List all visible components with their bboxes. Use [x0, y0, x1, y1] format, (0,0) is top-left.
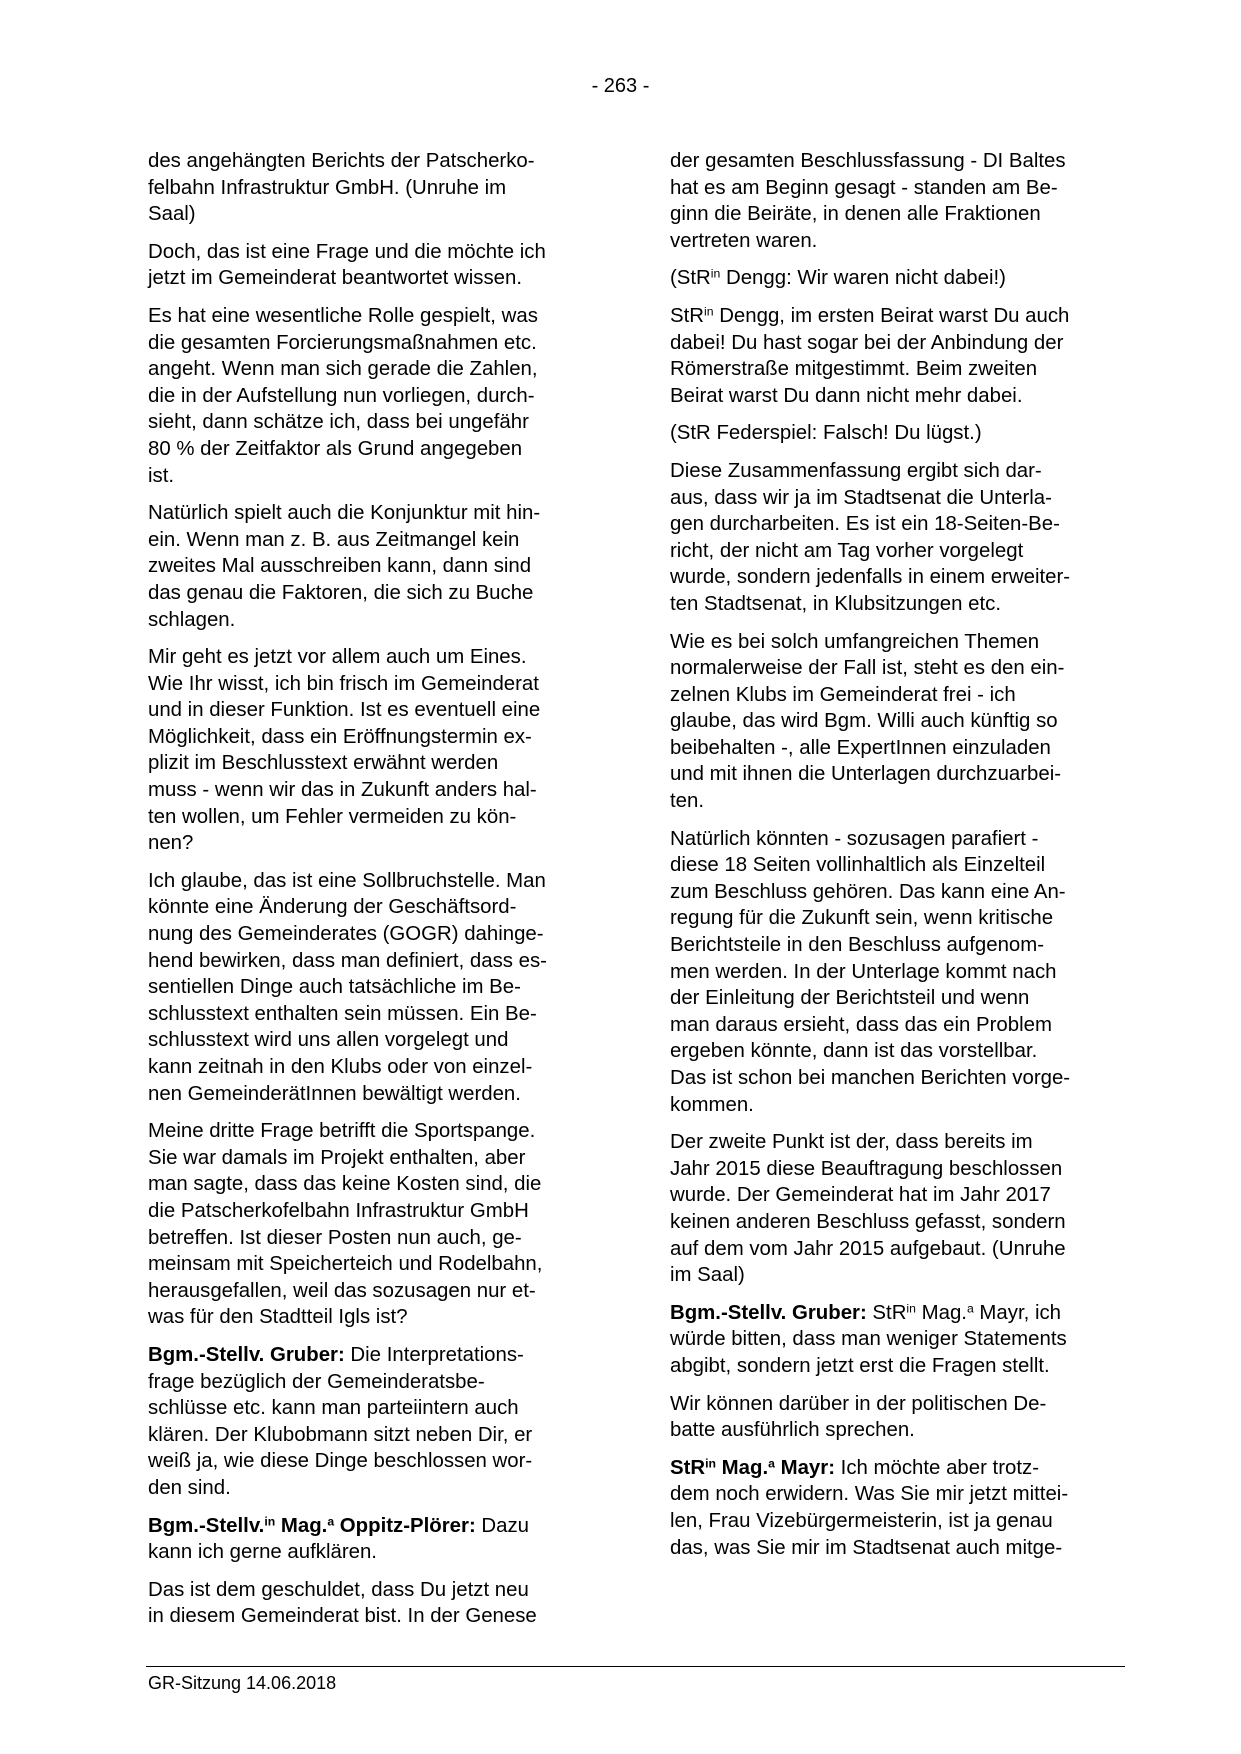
text-line: Wie es bei solch umfangreichen Themen — [670, 630, 1040, 653]
text-line: Sie war damals im Projekt enthalten, aber — [148, 1146, 526, 1169]
text-line: weiß ja, wie diese Dinge beschlossen wor- — [148, 1450, 533, 1473]
text-line: hend bewirken, dass man definiert, dass es- — [148, 949, 547, 972]
text-line: men werden. In der Unterlage kommt nach — [670, 960, 1057, 983]
text-line: kommen. — [670, 1093, 754, 1116]
text-line: in diesem Gemeinderat bist. In der Genese — [148, 1605, 537, 1628]
text-fragment: Dazu — [475, 1514, 530, 1537]
text-line — [148, 1513, 598, 1540]
text-line: kann zeitnah in den Klubs oder von einzel- — [148, 1056, 533, 1078]
superscript: in — [704, 304, 714, 319]
text-fragment: Oppitz-Plörer: — [334, 1514, 476, 1537]
text-line: schlagen. — [148, 608, 236, 631]
text-line: len, Frau Vizebürgermeisterin, ist ja genau — [670, 1509, 1053, 1532]
text-line: und mit ihnen die Unterlagen durchzuarbei- — [670, 763, 1062, 786]
text-line: dabei! Du hast sogar bei der Anbindung der — [670, 331, 1064, 354]
text-line: ein. Wenn man z. B. aus Zeitmangel kein — [148, 528, 520, 551]
text-line: könnte eine Änderung der Geschäftsord- — [148, 896, 517, 919]
text-line: sentiellen Dinge auch tatsächliche im Be- — [148, 976, 521, 999]
interjection — [670, 265, 1120, 292]
text-fragment: Mag. — [275, 1514, 328, 1537]
paragraph — [148, 1118, 598, 1331]
text-line: zum Beschluss gehören. Das kann eine An- — [670, 880, 1066, 903]
text-line: ist. — [148, 464, 175, 487]
text-line: glaube, das wird Bgm. Willi auch künftig so — [670, 710, 1058, 733]
paragraph — [670, 629, 1120, 815]
text-line — [670, 1455, 1120, 1482]
text-line: Diese Zusammenfassung ergibt sich dar- — [670, 459, 1042, 482]
text-line: Wie Ihr wisst, ich bin frisch im Gemeinderat — [148, 672, 539, 695]
speaker-name — [670, 1457, 835, 1479]
paragraph — [148, 148, 598, 228]
text-line: die gesamten Forcierungsmaßnahmen etc. — [148, 331, 537, 354]
text-line: die in der Aufstellung nun vorliegen, durch- — [148, 384, 535, 407]
right-column — [670, 148, 1120, 1572]
text-line: dem noch erwidern. Was Sie mir jetzt mittei- — [670, 1483, 1069, 1506]
text-line: muss - wenn wir das in Zukunft anders hal- — [148, 779, 537, 802]
text-line: Doch, das ist eine Frage und die möchte ich — [148, 240, 546, 263]
text-line: ginn die Beiräte, in denen alle Fraktionen — [670, 203, 1041, 226]
text-line: vertreten waren. — [670, 229, 818, 252]
text-fragment: Bgm.-Stellv. — [148, 1514, 265, 1537]
text-line: Möglichkeit, dass ein Eröffnungstermin ex- — [148, 725, 532, 748]
text-line: schlusstext enthalten sein müssen. Ein Be- — [148, 1002, 537, 1025]
text-fragment: Mayr: — [774, 1456, 835, 1479]
text-line: angeht. Wenn man sich gerade die Zahlen, — [148, 358, 538, 381]
text-fragment: Mayr, ich — [973, 1301, 1062, 1324]
paragraph — [148, 303, 598, 489]
text-line: des angehängten Berichts der Patscherko- — [148, 150, 535, 172]
speaker-name: Bgm.-Stellv. Gruber: — [148, 1343, 345, 1366]
text-line: gen durcharbeiten. Es ist ein 18-Seiten-Be- — [670, 513, 1060, 536]
text-line: nung des Gemeinderates (GOGR) dahinge- — [148, 923, 544, 946]
paragraph — [670, 1129, 1120, 1289]
footer-session-date: GR-Sitzung 14.06.2018 — [148, 1673, 337, 1693]
text-line: Jahr 2015 diese Beauftragung beschlossen — [670, 1157, 1063, 1180]
speaker-paragraph — [148, 1342, 598, 1502]
text-fragment: Dengg, im ersten Beirat warst Du auch — [713, 304, 1070, 327]
text-line: jetzt im Gemeinderat beantwortet wissen. — [148, 267, 522, 290]
text-line: der gesamten Beschlussfassung - DI Baltes — [670, 150, 1066, 172]
text-fragment: Ich möchte aber trotz- — [835, 1456, 1039, 1479]
text-line: die Patscherkofelbahn Infrastruktur GmbH — [148, 1199, 529, 1222]
text-line: ten Stadtsenat, in Klubsitzungen etc. — [670, 592, 1001, 615]
superscript: in — [705, 1456, 716, 1470]
text-line: Berichtsteile in den Beschluss aufgenom- — [670, 934, 1045, 957]
text-line: Beirat warst Du dann nicht mehr dabei. — [670, 384, 1023, 407]
text-line: Wir können darüber in der politischen De- — [670, 1392, 1047, 1415]
text-line: kann ich gerne aufklären. — [148, 1541, 377, 1564]
text-line: und in dieser Funktion. Ist es eventuell eine — [148, 699, 541, 722]
footer-divider — [146, 1666, 1125, 1667]
text-line: das, was Sie mir im Stadtsenat auch mitge- — [670, 1536, 1063, 1559]
paragraph — [670, 1391, 1120, 1444]
text-line: betreffen. Ist dieser Posten nun auch, ge- — [148, 1226, 522, 1249]
text-line: zweites Mal ausschreiben kann, dann sind — [148, 555, 532, 578]
paragraph — [148, 1577, 598, 1630]
speaker-name: Bgm.-Stellv. Gruber: — [670, 1301, 867, 1324]
text-line: schlüsse etc. kann man parteiintern auch — [148, 1397, 519, 1420]
speaker-paragraph — [670, 1300, 1120, 1380]
text-line: 80 % der Zeitfaktor als Grund angegeben — [148, 437, 523, 460]
text-line: Meine dritte Frage betrifft die Sportspange. — [148, 1120, 536, 1143]
text-line: normalerweise der Fall ist, steht es den ein- — [670, 657, 1065, 680]
text-line: ten wollen, um Fehler vermeiden zu kön- — [148, 805, 517, 828]
text-fragment: (StR — [670, 267, 711, 290]
speaker-paragraph — [670, 1455, 1120, 1561]
page-number: - 263 - — [591, 75, 650, 97]
paragraph — [670, 303, 1120, 409]
text-line: Ich glaube, das ist eine Sollbruchstelle. Man — [148, 869, 546, 892]
text-fragment: StR — [866, 1301, 907, 1324]
text-line: wurde. Der Gemeinderat hat im Jahr 2017 — [670, 1184, 1051, 1207]
superscript: a — [768, 1456, 775, 1470]
text-line: diese 18 Seiten vollinhaltlich als Einzelteil — [670, 854, 1046, 877]
text-line: plizit im Beschlusstext erwähnt werden — [148, 752, 499, 775]
paragraph — [148, 500, 598, 633]
text-line: der Einleitung der Berichtsteil und wenn — [670, 987, 1030, 1010]
text-line: Saal) — [148, 203, 196, 226]
text-line: frage bezüglich der Gemeinderatsbe- — [148, 1370, 485, 1393]
text-line — [670, 303, 1120, 330]
left-column — [148, 148, 598, 1641]
text-line: im Saal) — [670, 1264, 745, 1287]
text-line: felbahn Infrastruktur GmbH. (Unruhe im — [148, 176, 507, 199]
interjection — [670, 420, 1120, 447]
speaker-paragraph — [148, 1513, 598, 1566]
text-fragment: Dengg: Wir waren nicht dabei!) — [720, 267, 1006, 290]
text-line: würde bitten, dass man weniger Statements — [670, 1328, 1067, 1351]
superscript: a — [327, 1513, 335, 1528]
text-line: batte ausführlich sprechen. — [670, 1419, 915, 1442]
text-fragment: Mag. — [915, 1301, 967, 1324]
superscript: in — [264, 1513, 276, 1528]
text-line: sieht, dann schätze ich, dass bei ungefähr — [148, 411, 529, 434]
text-line: Natürlich spielt auch die Konjunktur mit hin- — [148, 502, 541, 525]
text-line: Das ist dem geschuldet, dass Du jetzt neu — [148, 1578, 529, 1601]
text-line: klären. Der Klubobmann sitzt neben Dir, er — [148, 1423, 533, 1446]
superscript: a — [966, 1301, 974, 1316]
text-line: Es hat eine wesentliche Rolle gespielt, was — [148, 304, 538, 327]
text-line: nen? — [148, 832, 194, 855]
paragraph — [148, 644, 598, 857]
text-fragment: Die Interpretations- — [344, 1343, 524, 1366]
text-line: herausgefallen, weil das sozusagen nur et- — [148, 1279, 536, 1302]
text-line — [148, 1342, 598, 1369]
text-line: Mir geht es jetzt vor allem auch um Eines. — [148, 646, 527, 669]
text-line: Das ist schon bei manchen Berichten vorge- — [670, 1067, 1071, 1089]
text-line: auf dem vom Jahr 2015 aufgebaut. (Unruhe — [670, 1237, 1066, 1260]
text-line — [670, 1300, 1120, 1327]
text-line: meinsam mit Speicherteich und Rodelbahn, — [148, 1253, 543, 1276]
text-line: nen GemeinderätInnen bewältigt werden. — [148, 1082, 521, 1105]
text-line: aus, dass wir ja im Stadtsenat die Unterla- — [670, 486, 1052, 509]
text-line: ergeben könnte, dann ist das vorstellbar. — [670, 1040, 1038, 1063]
text-line — [670, 265, 1120, 292]
text-line: das genau die Faktoren, die sich zu Buche — [148, 581, 534, 604]
text-line: schlusstext wird uns allen vorgelegt und — [148, 1029, 509, 1052]
text-line: ten. — [670, 790, 705, 813]
text-fragment: StR — [670, 1456, 706, 1479]
paragraph — [670, 826, 1120, 1119]
text-line: beibehalten -, alle ExpertInnen einzuladen — [670, 736, 1051, 759]
text-line: was für den Stadtteil Igls ist? — [148, 1306, 408, 1329]
paragraph — [670, 148, 1120, 254]
paragraph — [670, 458, 1120, 618]
superscript: in — [710, 266, 721, 281]
text-line: wurde, sondern jedenfalls in einem erweiter- — [670, 566, 1071, 589]
text-line: man daraus ersieht, dass das ein Problem — [670, 1013, 1052, 1036]
text-line: Der zweite Punkt ist der, dass bereits im — [670, 1131, 1033, 1154]
text-fragment: StR — [670, 304, 704, 327]
text-line: (StR Federspiel: Falsch! Du lügst.) — [670, 422, 982, 445]
speaker-name — [148, 1515, 476, 1537]
superscript: in — [906, 1301, 916, 1316]
text-line: richt, der nicht am Tag vorher vorgelegt — [670, 539, 1024, 562]
text-line: regung für die Zukunft sein, wenn kritische — [670, 907, 1054, 930]
text-line: Natürlich könnten - sozusagen parafiert - — [670, 827, 1039, 850]
text-line: man sagte, dass das keine Kosten sind, die — [148, 1173, 542, 1196]
text-line: den sind. — [148, 1476, 231, 1499]
text-line: Römerstraße mitgestimmt. Beim zweiten — [670, 358, 1038, 381]
text-line: zelnen Klubs im Gemeinderat frei - ich — [670, 683, 1016, 706]
text-line: hat es am Beginn gesagt - standen am Be- — [670, 176, 1058, 199]
text-line: abgibt, sondern jetzt erst die Fragen stellt. — [670, 1354, 1050, 1377]
paragraph — [148, 239, 598, 292]
text-fragment: Mag. — [716, 1456, 769, 1479]
text-line: keinen anderen Beschluss gefasst, sondern — [670, 1210, 1066, 1233]
paragraph — [148, 868, 598, 1107]
